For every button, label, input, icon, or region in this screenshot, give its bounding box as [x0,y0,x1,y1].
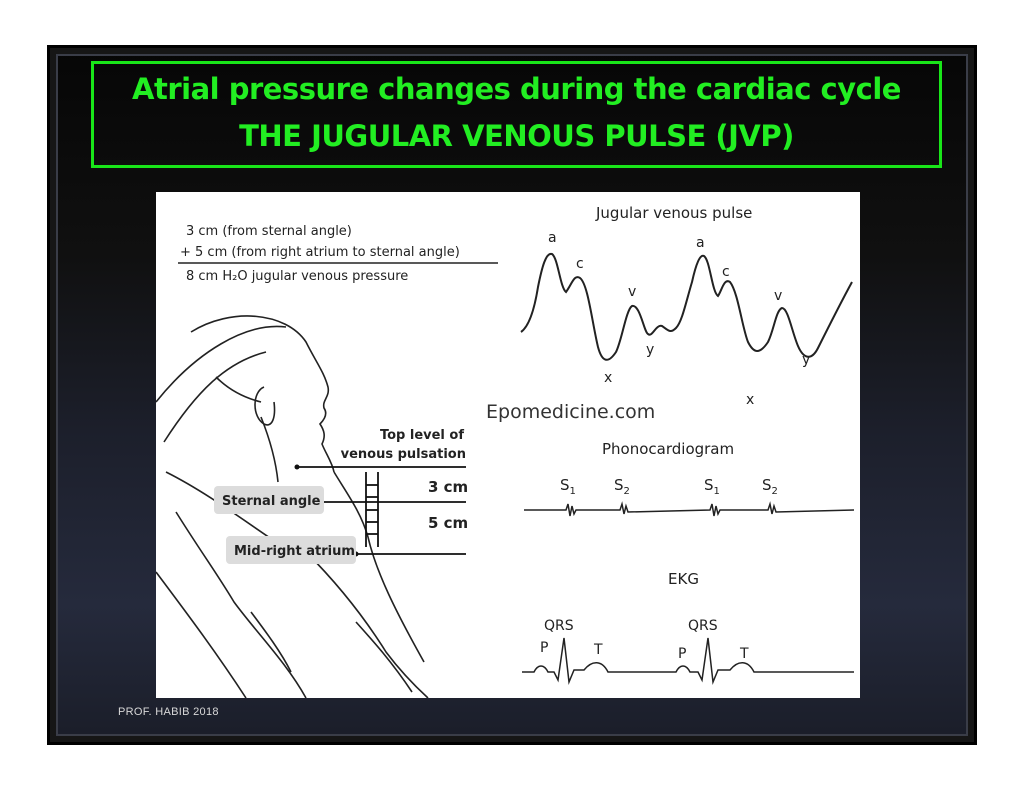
jvp-figure [156,192,860,698]
three-cm-label: 3 cm [428,478,469,496]
ekg-label: QRS [688,618,718,634]
sternal-angle-label: Sternal angle [222,494,321,509]
jvp-wave-label: a [548,230,557,246]
ekg-label: P [540,640,549,656]
ekg-title: EKG [668,570,699,588]
five-cm-label: 5 cm [428,514,469,532]
calc-line-2: + 5 cm (from right atrium to sternal angle) [180,245,460,260]
jvp-wave-label: x [604,370,613,386]
jvp-wave-label: y [646,342,655,358]
phono-sound-labels [560,476,778,497]
ekg-label: T [594,642,603,658]
watermark: Epomedicine.com [486,401,656,423]
jvp-wave-label: v [774,288,783,304]
jvp-waveform [521,254,852,360]
phono-title: Phonocardiogram [602,440,735,458]
ekg-trace [522,638,854,682]
svg-text:S2: $S_2$ [762,476,778,497]
slide [47,45,977,745]
title-line-1: Atrial pressure changes during the cardiac cycle [132,72,901,106]
jvp-wave-label: y [802,352,811,368]
jvp-wave-label: v [628,284,637,300]
ekg-label: QRS [544,618,574,634]
jvp-wave-label: x [746,392,755,408]
top-level-label-2: venous pulsation [340,447,466,462]
footer: PROF. HABIB 2018 [118,706,219,718]
ekg-label: P [678,646,687,662]
title-line-2: THE JUGULAR VENOUS PULSE (JVP) [239,119,794,153]
calc-line-3: 8 cm H₂O jugular venous pressure [186,269,409,284]
top-level-label-1: Top level of [379,428,464,443]
jvp-wave-label: a [696,235,705,251]
jvp-wave-label: c [722,264,730,280]
phonocardiogram-trace [524,504,854,516]
venous-pulsation-dot [295,465,300,470]
svg-text:S2: $S_2$ [614,476,630,497]
mid-right-atrium-label: Mid-right atrium [234,544,355,559]
ekg-label: T [740,646,749,662]
svg-text:S1: $S_1$ [560,476,576,497]
title-box [91,61,942,168]
svg-text:S1: $S_1$ [704,476,720,497]
jvp-illustration [156,192,860,698]
jvp-title: Jugular venous pulse [596,204,753,222]
jvp-wave-label: c [576,256,584,272]
calc-line-1: 3 cm (from sternal angle) [186,224,352,239]
